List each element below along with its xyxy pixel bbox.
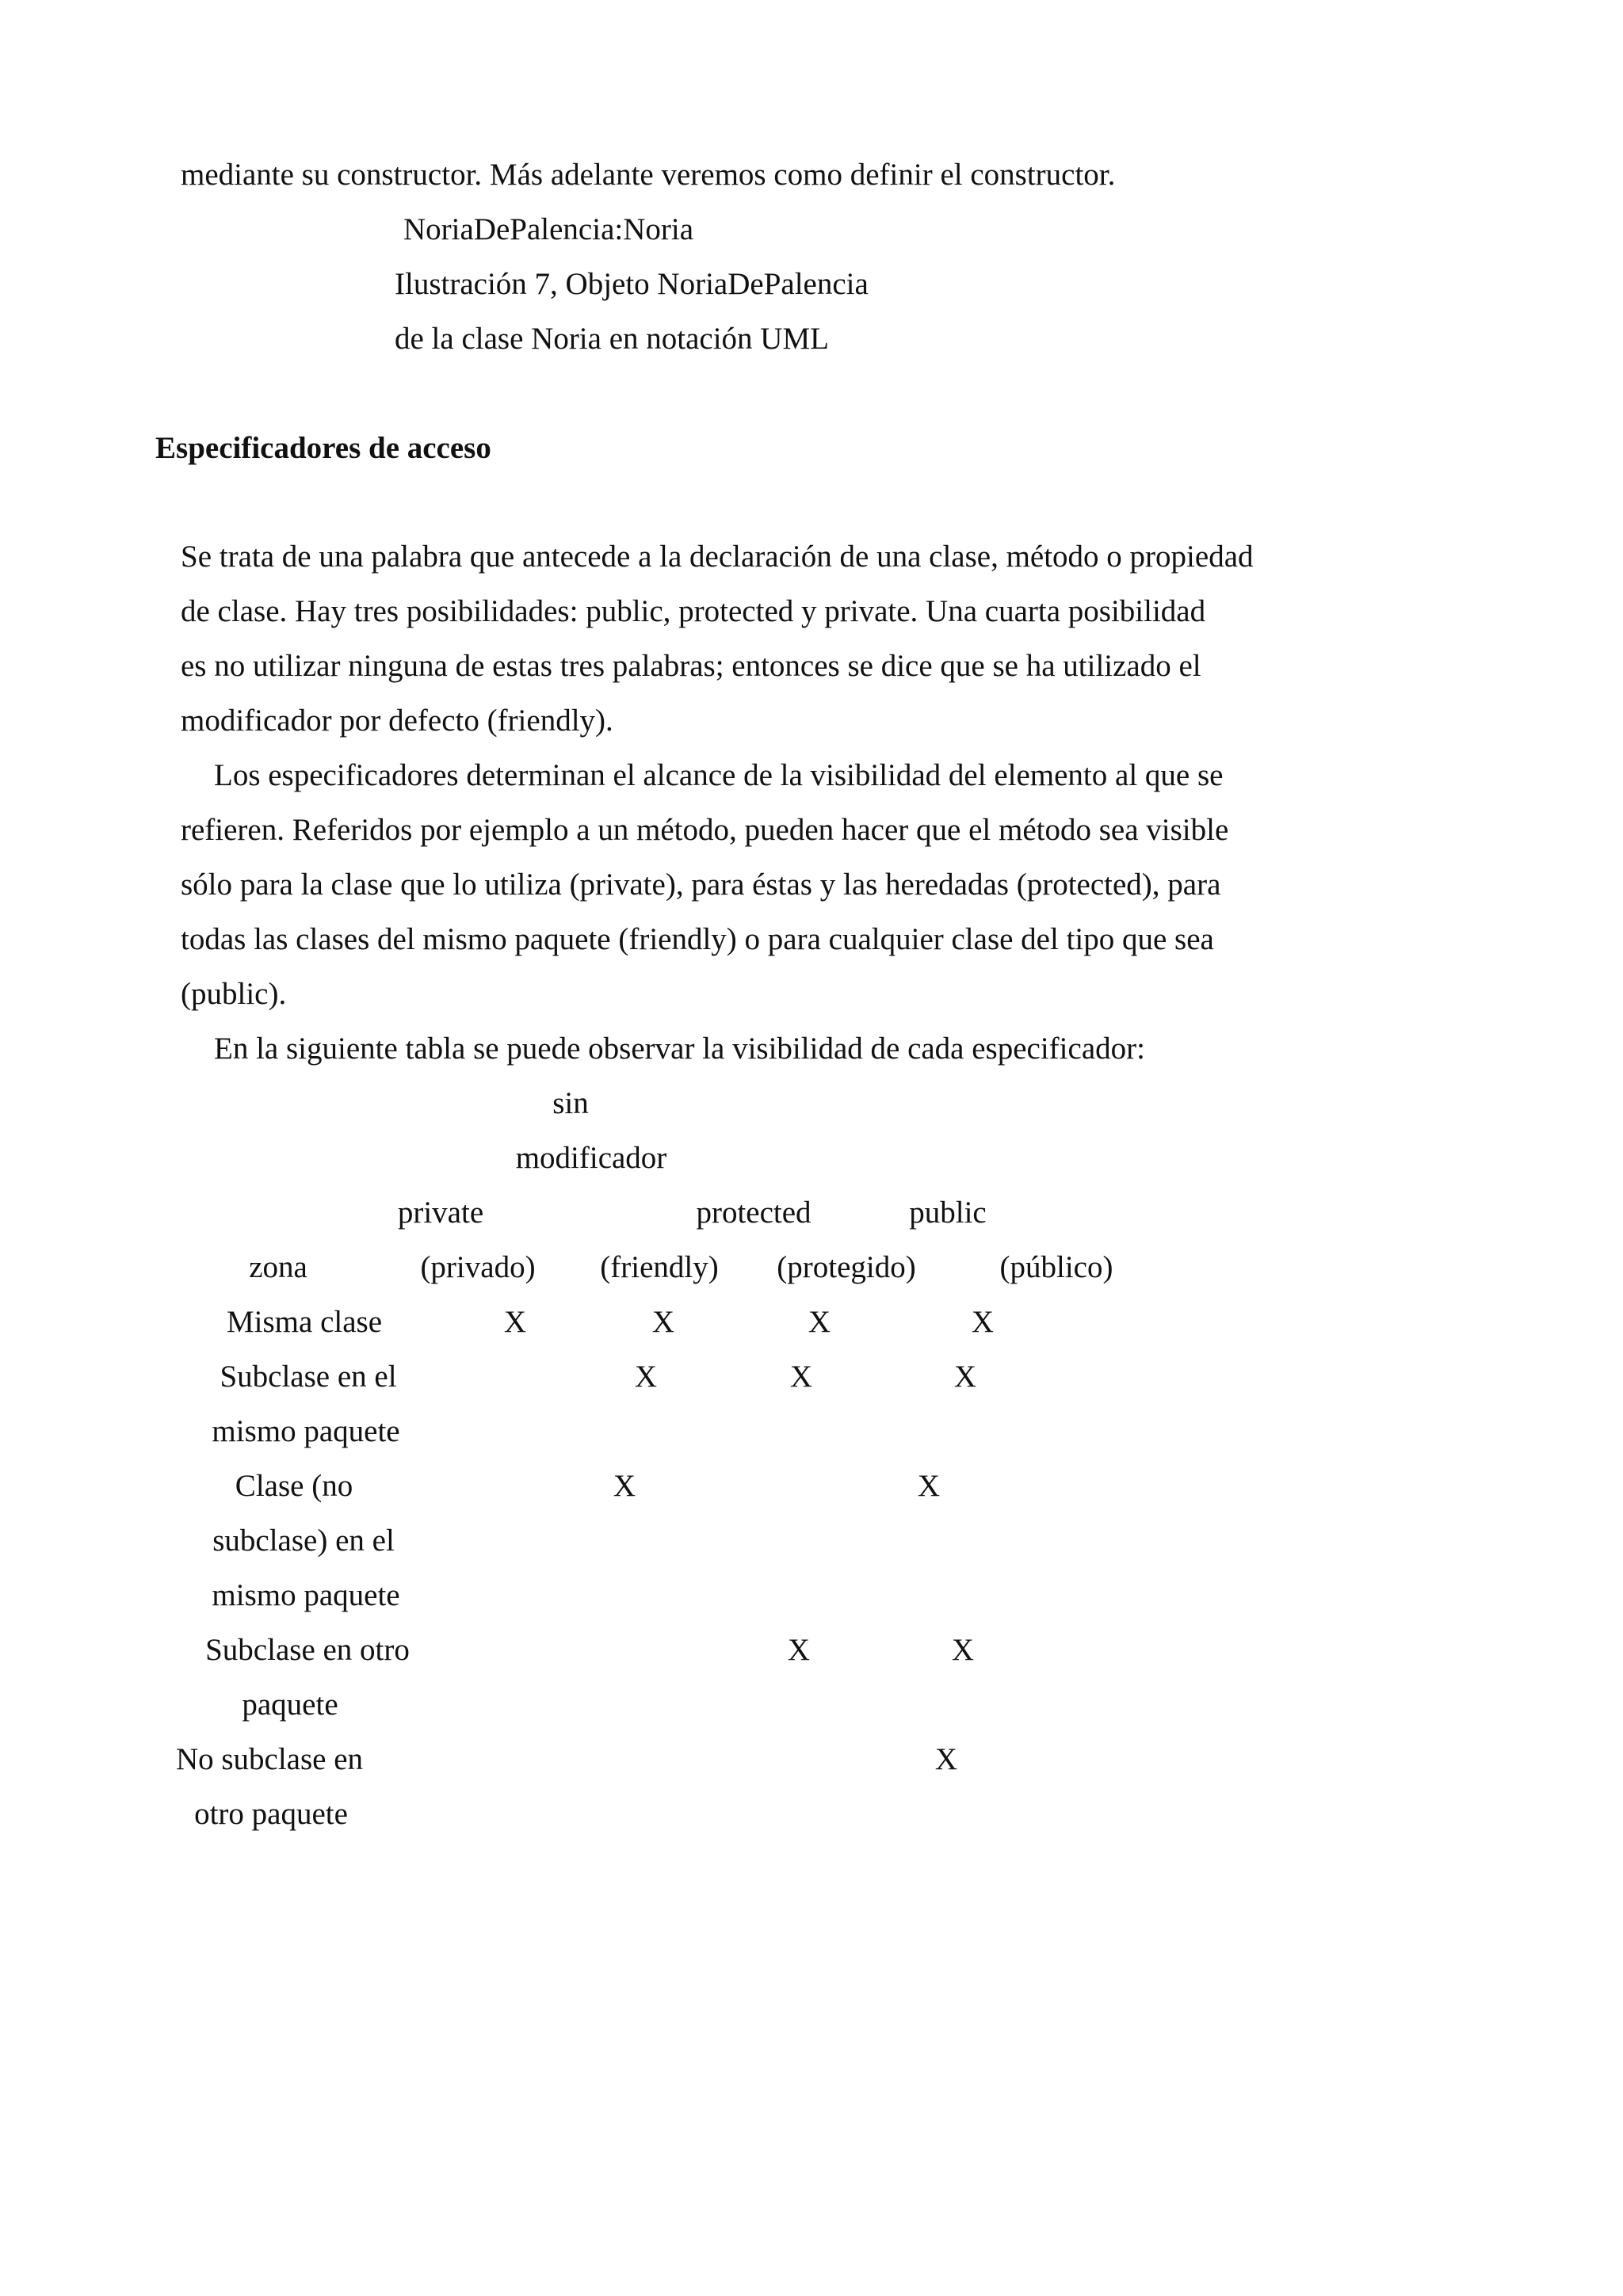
row-4-public-mark: X	[951, 1633, 975, 1667]
row-1-protected-mark: X	[808, 1305, 831, 1339]
row-4-zone-line-1: Subclase en otro	[205, 1633, 410, 1667]
row-4-protected-mark: X	[787, 1633, 811, 1667]
header-friendly-top: sin	[552, 1086, 589, 1120]
row-3-friendly-mark: X	[613, 1469, 636, 1503]
header-public-top: public	[909, 1196, 987, 1230]
row-5-public-mark: X	[934, 1742, 958, 1776]
row-5-zone-line-1: No subclase en	[175, 1742, 364, 1776]
intro-line: mediante su constructor. Más adelante veremos como definir el constructor.	[181, 158, 1116, 192]
uml-object-label: NoriaDePalencia:Noria	[403, 212, 694, 246]
header-friendly-bottom: (friendly)	[600, 1250, 719, 1284]
paragraph-1-line-3: es no utilizar ninguna de estas tres palabras; entonces se dice que se ha utilizado el	[181, 649, 1201, 683]
paragraph-2-line-3: sólo para la clase que lo utiliza (private), para éstas y las heredadas (protected), para	[181, 868, 1221, 902]
header-public-bottom: (público)	[999, 1250, 1113, 1284]
section-heading: Especificadores de acceso	[155, 431, 491, 465]
header-friendly-mid: modificador	[515, 1141, 667, 1175]
header-private-bottom: (privado)	[420, 1250, 536, 1284]
row-2-zone-line-1: Subclase en el	[220, 1360, 397, 1394]
paragraph-2-line-2: refieren. Referidos por ejemplo a un método, pueden hacer que el método sea visible	[181, 813, 1229, 847]
row-5-zone-line-2: otro paquete	[194, 1797, 348, 1831]
row-2-zone-line-2: mismo paquete	[212, 1414, 400, 1448]
paragraph-1-line-1: Se trata de una palabra que antecede a la declaración de una clase, método o propiedad	[181, 540, 1254, 574]
figure-caption-line-1: Ilustración 7, Objeto NoriaDePalencia	[395, 267, 869, 301]
row-2-protected-mark: X	[789, 1360, 813, 1394]
paragraph-1-line-4: modificador por defecto (friendly).	[181, 704, 613, 738]
row-3-zone-line-3: mismo paquete	[212, 1578, 400, 1612]
figure-caption-line-2: de la clase Noria en notación UML	[395, 322, 829, 356]
header-protected-bottom: (protegido)	[777, 1250, 916, 1284]
paragraph-2-line-1: Los especificadores determinan el alcance de la visibilidad del elemento al que se	[214, 758, 1224, 792]
paragraph-2-line-4: todas las clases del mismo paquete (friendly) o para cualquier clase del tipo que sea	[181, 922, 1214, 956]
row-3-public-mark: X	[917, 1469, 941, 1503]
row-3-zone-line-2: subclase) en el	[212, 1524, 395, 1558]
paragraph-1-line-2: de clase. Hay tres posibilidades: public, protected y private. Una cuarta posibilidad	[181, 594, 1206, 628]
row-4-zone-line-2: paquete	[242, 1688, 338, 1722]
row-1-public-mark: X	[971, 1305, 995, 1339]
paragraph-3: En la siguiente tabla se puede observar la visibilidad de cada especificador:	[214, 1032, 1145, 1066]
row-1-friendly-mark: X	[651, 1305, 675, 1339]
header-private-top: private	[397, 1196, 484, 1230]
row-2-public-mark: X	[953, 1360, 977, 1394]
row-1-private-mark: X	[503, 1305, 527, 1339]
paragraph-2-line-5: (public).	[181, 977, 287, 1011]
row-2-friendly-mark: X	[634, 1360, 658, 1394]
header-protected-top: protected	[696, 1196, 812, 1230]
header-zona: zona	[249, 1250, 307, 1284]
row-3-zone-line-1: Clase (no	[235, 1469, 353, 1503]
row-1-zone: Misma clase	[226, 1305, 383, 1339]
